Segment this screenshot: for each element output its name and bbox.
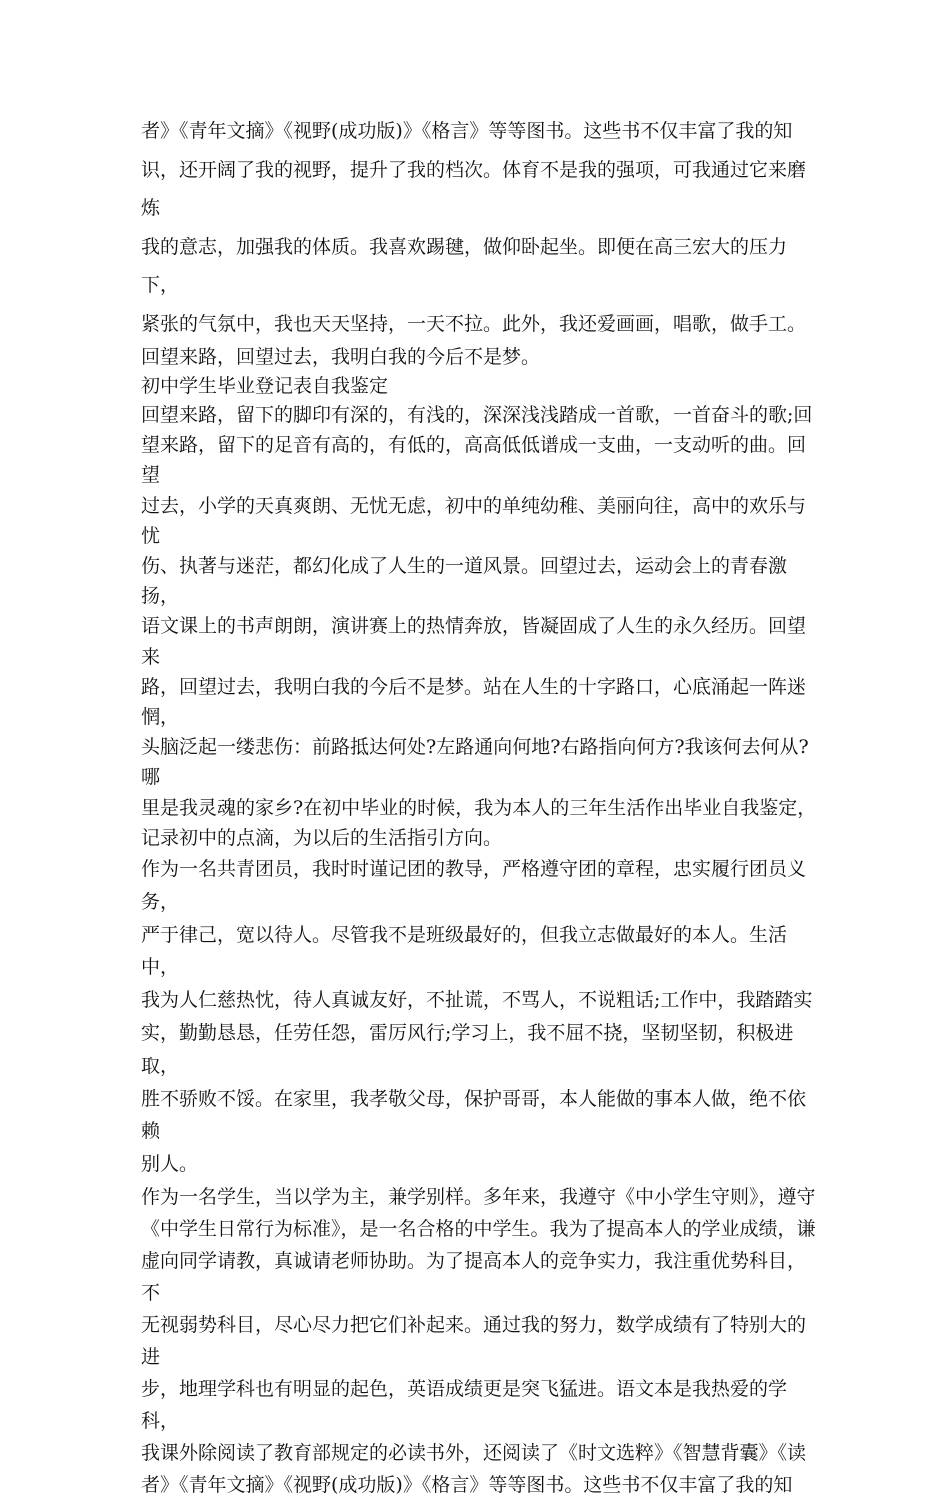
paragraph-2: 回望来路，回望过去，我明白我的今后不是梦。 xyxy=(141,346,541,368)
paragraph-5: 作为一名学生，当以学为主，兼学别样。多年来，我遵守《中小学生守则》，遵守 《中学生日常行为标准》，是一名合格的中学生。我为了提高本人的学业成绩，谦 虚向同学请教，真诚请老师协助。为了提高本人的竞争实力，我注重优势科目，不 无视弱势科目，尽心尽力把它们补起来。通过我的努力，数学成绩有了特别大的进 步，地理学科也有明显的起色，英语成绩更是突飞猛进。语文本是我热爱的学科， 我课外除阅读了教育部规定的必读书外，还阅读了《时文选粹》《智慧背囊》《读 者》《青年文摘》《视野(成功版)》《格言》等等图书。这些书不仅丰富了我的知 xyxy=(141,1186,816,1497)
paragraph-4: 作为一名共青团员，我时时谨记团的教导，严格遵守团的章程，忠实履行团员义务， 严于律己，宽以待人。尽管我不是班级最好的，但我立志做最好的本人。生活中， 我为人仁慈热忱，待人真诚友好，不扯谎，不骂人，不说粗话;工作中，我踏踏实 实，勤勤恳恳，任劳任怨，雷厉风行;学习上，我不屈不挠，坚韧坚韧，积极进取， 胜不骄败不馁。在家里，我孝敬父母，保护哥哥，本人能做的事本人做，绝不依赖 别人。 xyxy=(141,858,813,1176)
section-title: 初中学生毕业登记表自我鉴定 xyxy=(141,375,389,397)
paragraph-3: 回望来路，留下的脚印有深的，有浅的，深深浅浅踏成一首歌，一首奋斗的歌;回 望来路，留下的足音有高的，有低的，高高低低谱成一支曲，一支动听的曲。回望 过去，小学的天真爽朗、无忧无虑，初中的单纯幼稚、美丽向往，高中的欢乐与忧 伤、执著与迷茫，都幻化成了人生的一道风景。回望过去，运动会上的青春激扬， 语文课上的书声朗朗，演讲赛上的热情奔放，皆凝固成了人生的永久经历。回望来 路，回望过去，我明白我的今后不是梦。站在人生的十字路口，心底涌起一阵迷惘， 头脑泛起一缕悲伤：前路抵达何处?左路通向何地?右路指向何方?我该何去何从?哪 里是我灵魂的家乡?在初中毕业的时候，我为本人的三年生活作出毕业自我鉴定， 记录初中的点滴，为以后的生活指引方向。 xyxy=(141,404,817,849)
document-body xyxy=(141,112,821,1501)
paragraph-1: 者》《青年文摘》《视野(成功版)》《格言》等等图书。这些书不仅丰富了我的知 识，还开阔了我的视野，提升了我的档次。体育不是我的强项，可我通过它来磨炼 我的意志，加强我的体质。我喜欢踢毽，做仰卧起坐。即便在高三宏大的压力下， 紧张的气氛中，我也天天坚持，一天不拉。此外，我还爱画画，唱歌，做手工。 xyxy=(141,120,807,335)
